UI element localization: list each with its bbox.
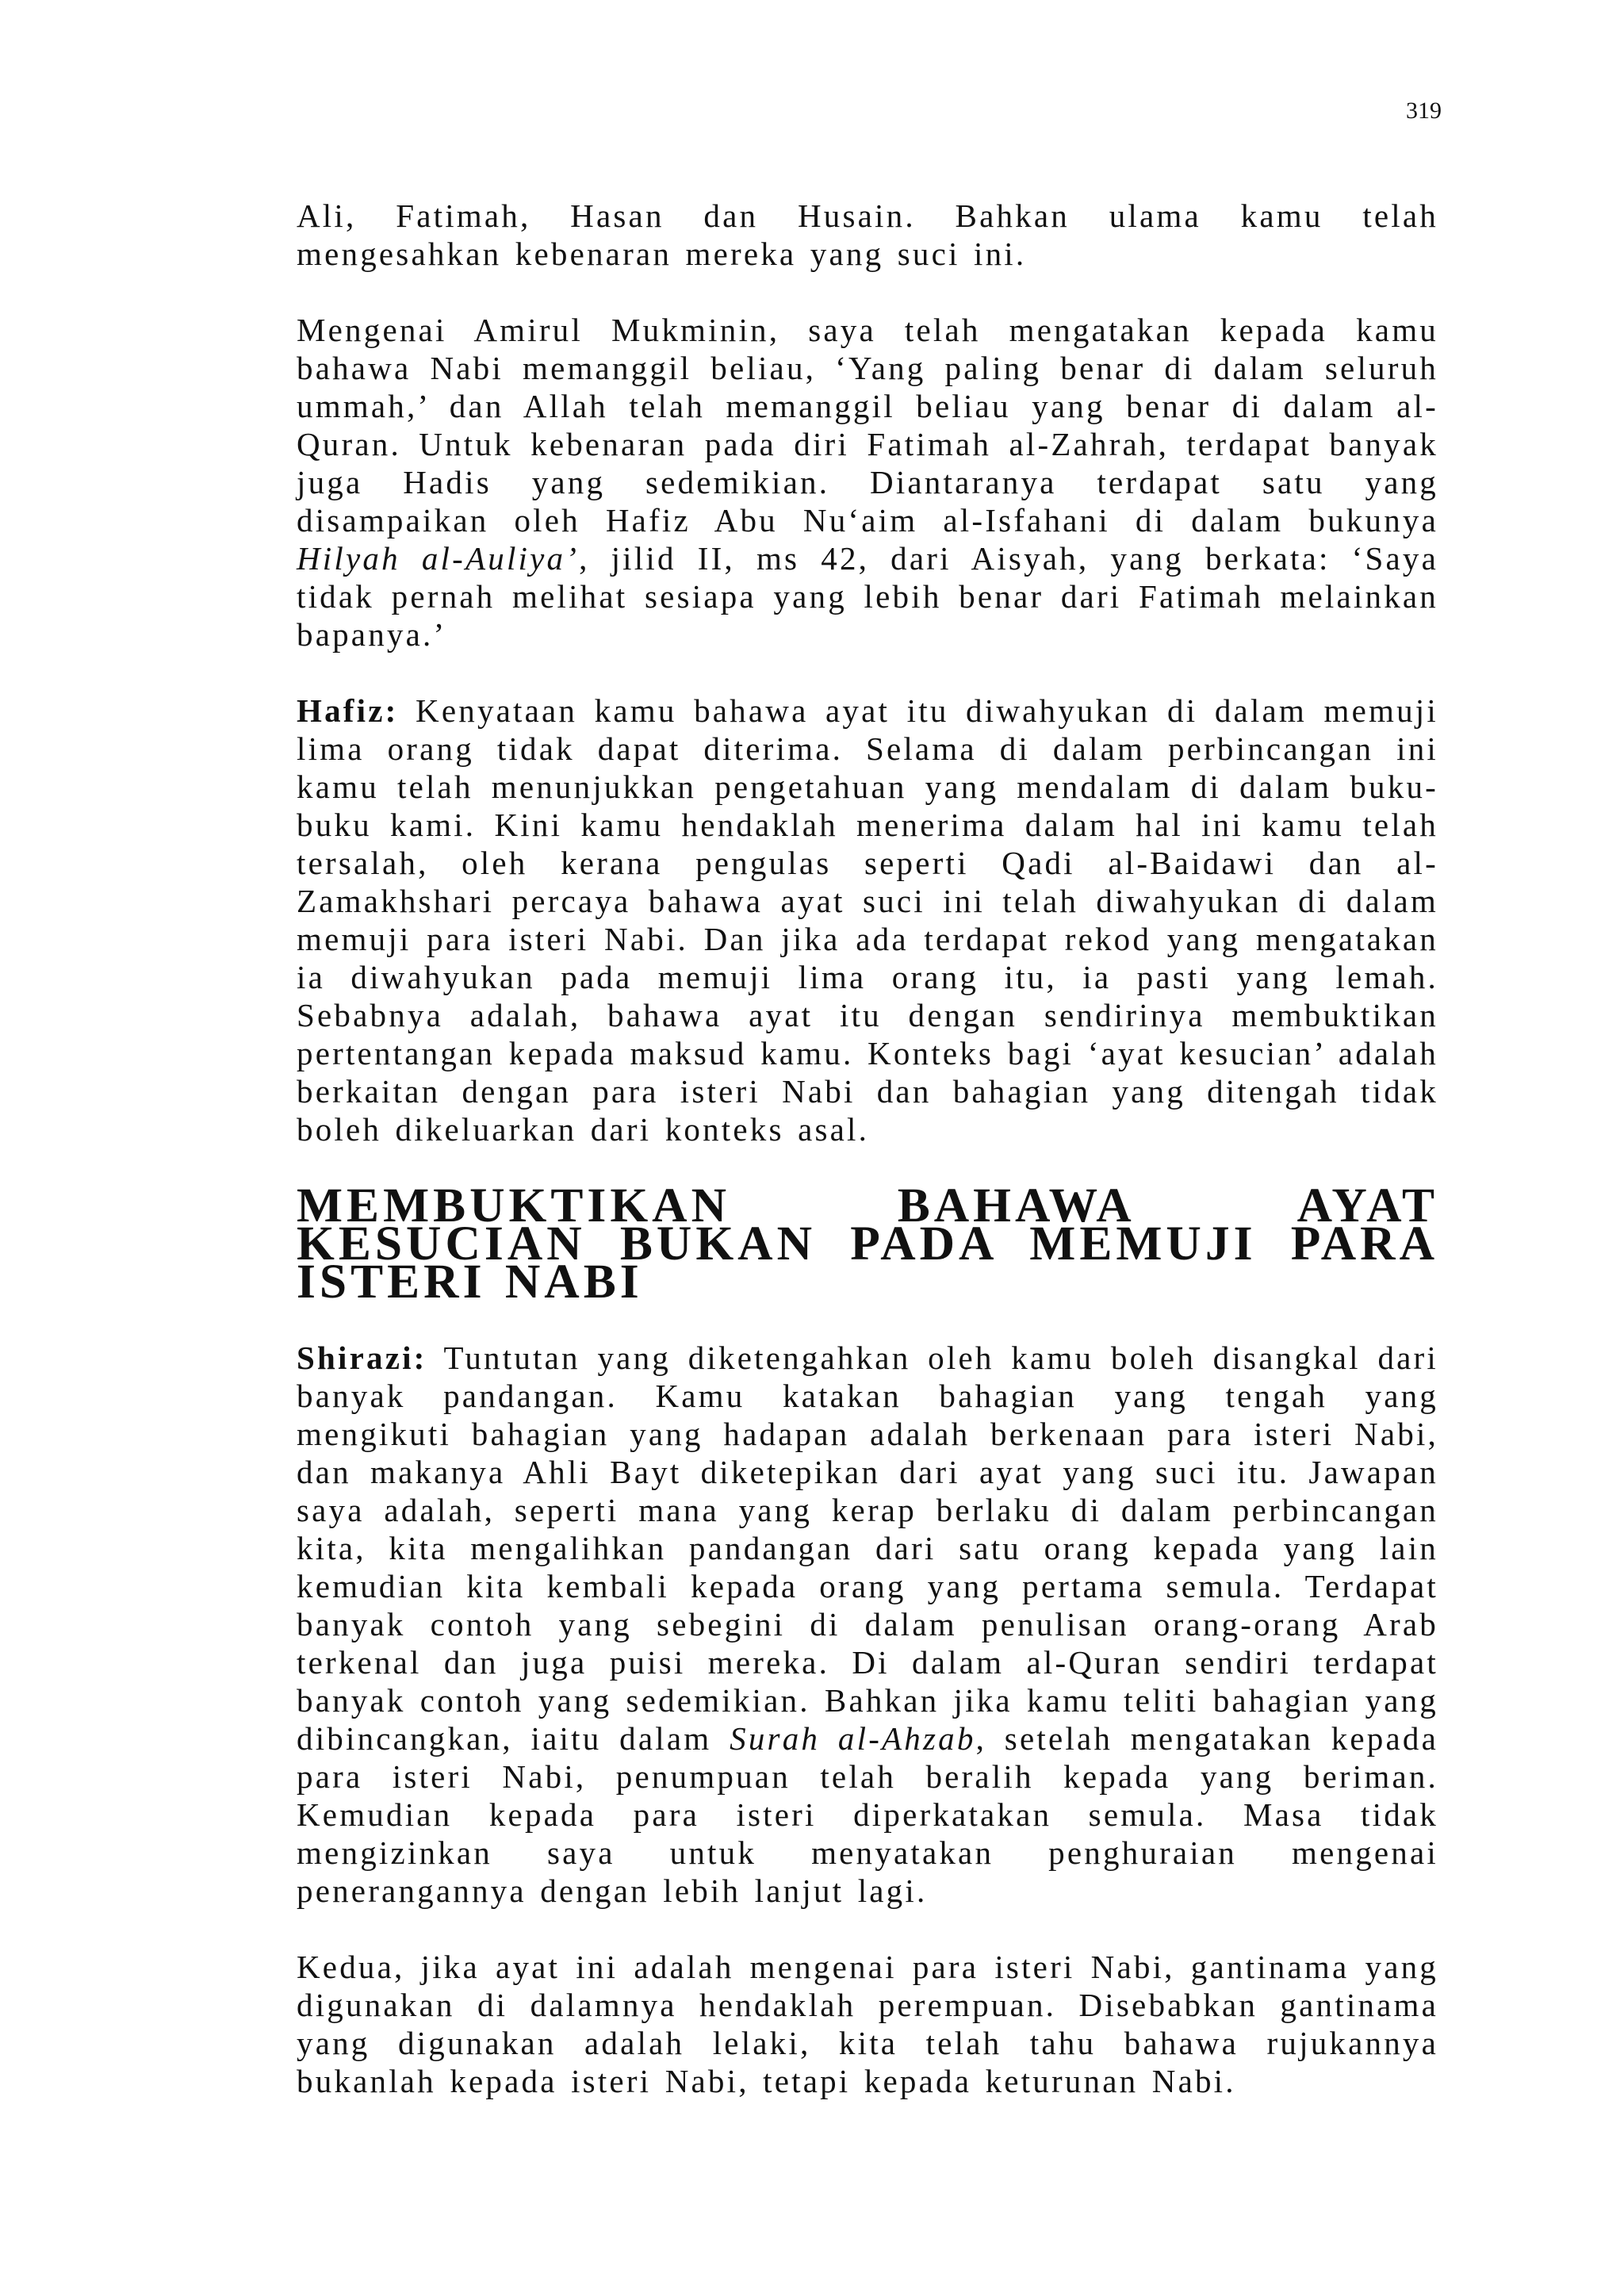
speaker-label-hafiz: Hafiz: <box>297 692 399 729</box>
surah-title: Surah al-Ahzab <box>730 1720 976 1757</box>
paragraph-2-text-before: Mengenai Amirul Mukminin, saya telah mengatakan kepada kamu bahawa Nabi memanggil beliau, ‘Yang paling benar di dalam seluruh ummah,’ dan Allah telah memanggil beliau yang benar di dalam al-Quran. Untuk kebenaran pada diri Fatimah al-Zahrah, terdapat banyak juga Hadis yang sedemikian. Diantaranya terdapat satu yang disampaikan oleh Hafiz Abu Nu‘aim al-Isfahani di dalam bukunya <box>297 312 1438 539</box>
paragraph-4 <box>297 1339 1438 1910</box>
speaker-label-shirazi: Shirazi: <box>297 1340 427 1376</box>
page-number: 319 <box>1406 98 1442 124</box>
page-content <box>297 197 1438 2138</box>
section-heading: MEMBUKTIKAN BAHAWA AYAT KESUCIAN BUKAN PADA MEMUJI PARA ISTERI NABI <box>297 1179 1438 1309</box>
paragraph-3-text: Kenyataan kamu bahawa ayat itu diwahyukan di dalam memuji lima orang tidak dapat diterima. Selama di dalam perbincangan ini kamu telah menunjukkan pengetahuan yang mendalam di dalam buku-buku kami. Kini kamu hendaklah menerima dalam hal ini kamu telah tersalah, oleh kerana pengulas seperti Qadi al-Baidawi dan al-Zamakhshari percaya bahawa ayat suci ini telah diwahyukan di dalam memuji para isteri Nabi. Dan jika ada terdapat rekod yang mengatakan ia diwahyukan pada memuji lima orang itu, ia pasti yang lemah. Sebabnya adalah, bahawa ayat itu dengan sendirinya membuktikan pertentangan kepada maksud kamu. Konteks bagi ‘ayat kesucian’ adalah berkaitan dengan para isteri Nabi dan bahagian yang ditengah tidak boleh dikeluarkan dari konteks asal. <box>297 692 1438 1148</box>
paragraph-2 <box>297 311 1438 654</box>
book-title: Hilyah al-Auliya’ <box>297 540 580 577</box>
paragraph-1: Ali, Fatimah, Hasan dan Husain. Bahkan ulama kamu telah mengesahkan kebenaran mereka yang suci ini. <box>297 197 1438 272</box>
paragraph-4-text-before: Tuntutan yang diketengahkan oleh kamu boleh disangkal dari banyak pandangan. Kamu katakan bahagian yang tengah yang mengikuti bahagian yang hadapan adalah berkenaan para isteri Nabi, dan makanya Ahli Bayt diketepikan dari ayat yang suci itu. Jawapan saya adalah, seperti mana yang kerap berlaku di dalam perbincangan kita, kita mengalihkan pandangan dari satu orang kepada yang lain kemudian kita kembali kepada orang yang pertama semula. Terdapat banyak contoh yang sebegini di dalam penulisan orang-orang Arab terkenal dan juga puisi mereka. Di dalam al-Quran sendiri terdapat banyak contoh yang sedemikian. Bahkan jika kamu teliti bahagian yang dibincangkan, iaitu dalam <box>297 1340 1438 1757</box>
paragraph-3 <box>297 692 1438 1148</box>
paragraph-5: Kedua, jika ayat ini adalah mengenai para isteri Nabi, gantinama yang digunakan di dalamnya hendaklah perempuan. Disebabkan gantinama yang digunakan adalah lelaki, kita telah tahu bahawa rujukannya bukanlah kepada isteri Nabi, tetapi kepada keturunan Nabi. <box>297 1949 1438 2099</box>
paragraph-4-text-after: , setelah mengatakan kepada para isteri Nabi, penumpuan telah beralih kepada yang beriman. Kemudian kepada para isteri diperkatakan semula. Masa tidak mengizinkan saya untuk menyatakan penghuraian mengenai penerangannya dengan lebih lanjut lagi. <box>297 1720 1438 1909</box>
paragraph-2-text-after: , jilid II, ms 42, dari Aisyah, yang berkata: ‘Saya tidak pernah melihat sesiapa yang lebih benar dari Fatimah melainkan bapanya.’ <box>297 540 1438 653</box>
